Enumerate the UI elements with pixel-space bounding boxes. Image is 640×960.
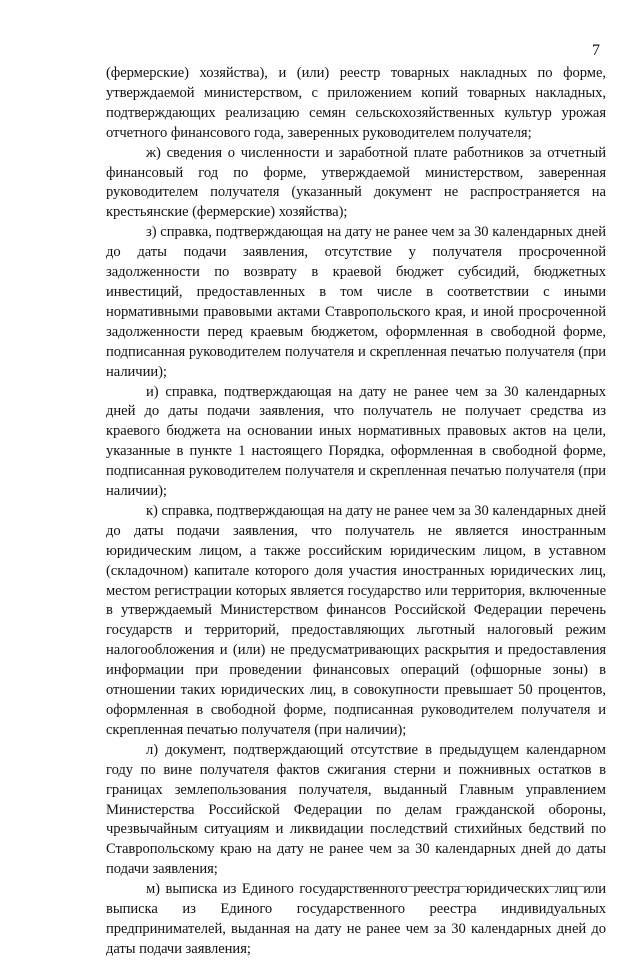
paragraph-item-zh: ж) сведения о численности и заработной плате работников за отчетный финансовый год по форме, утверждаемой министерством, заверенная руководителем получателя (указанный документ не распространяется на крестьянские (фермерские) хозяйства); [106, 144, 606, 221]
page-number: 7 [592, 42, 600, 59]
document-body [106, 64, 606, 960]
paragraph-item-k: к) справка, подтверждающая на дату не ранее чем за 30 календарных дней до даты подачи заявления, что получатель не является иностранным юридическим лицом, а также российским юридическим лицом, в уставном (складочном) капитале которого доля участия иностранных юридических лиц, местом регистрации которых является государство или территория, включенные в утверждаемый Министерством финансов Российской Федерации перечень государств и территорий, предоставляющих льготный налоговый режим налогообложения и (или) не предусматривающих раскрытия и предоставления информации при проведении финансовых операций (офшорные зоны) в отношении таких юридических лиц, в совокупности превышает 50 процентов, оформленная в свободной форме, подписанная руководителем получателя и скрепленная печатью получателя (при наличии); [106, 502, 606, 738]
scan-edge-line-left [330, 886, 470, 887]
scan-edge-line-right [520, 886, 600, 887]
paragraph-item-m: м) выписка из Единого государственного реестра юридических лиц или выписка из Единого государственного реестра индивидуальных предпринимателей, выданная на дату не ранее чем за 30 календарных дней до даты подачи заявления; [106, 881, 606, 957]
paragraph-continuation: (фермерские) хозяйства), и (или) реестр товарных накладных по форме, утверждаемой министерством, с приложением копий товарных накладных, подтверждающих реализацию семян сельскохозяйственных культур урожая отчетного финансового года, заверенных руководителем получателя; [106, 65, 606, 141]
paragraph-item-z: з) справка, подтверждающая на дату не ранее чем за 30 календарных дней до даты подачи заявления, отсутствие у получателя просроченной задолженности по возврату в краевой бюджет субсидий, бюджетных инвестиций, предоставленных в том числе в соответствии с иными нормативными правовыми актами Ставропольского края, и иной просроченной задолженности перед краевым бюджетом, оформленная в свободной форме, подписанная руководителем получателя и скрепленная печатью получателя (при наличии); [106, 224, 606, 380]
paragraph-item-l: л) документ, подтверждающий отсутствие в предыдущем календарном году по вине получателя фактов сжигания стерни и пожнивных остатков в границах землепользования получателя, выданный Главным управлением Министерства Российской Федерации по делам гражданской обороны, чрезвычайным ситуациям и ликвидации последствий стихийных бедствий по Ставропольскому краю на дату не ранее чем за 30 календарных дней до даты подачи заявления; [106, 741, 606, 878]
paragraph-item-i: и) справка, подтверждающая на дату не ранее чем за 30 календарных дней до даты подачи заявления, что получатель не получает средства из краевого бюджета на основании иных нормативных правовых актов на цели, указанные в пункте 1 настоящего Порядка, оформленная в свободной форме, подписанная руководителем получателя и скрепленная печатью получателя (при наличии); [106, 383, 606, 500]
